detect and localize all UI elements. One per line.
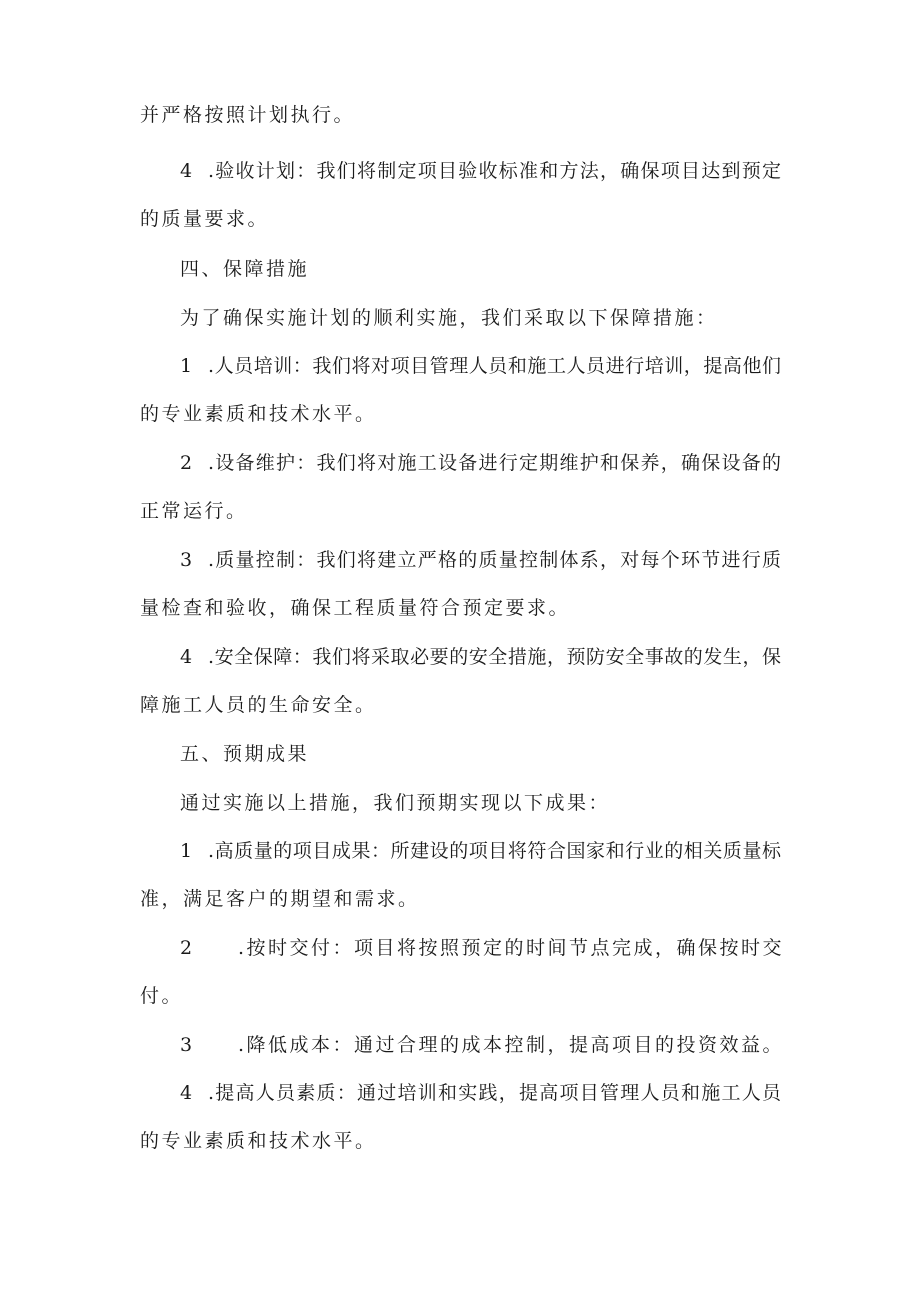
text-segment: .降低成本：通过合理的成本控制，提高项目的投资效益。 (238, 1034, 785, 1056)
list-item-high-quality-results (180, 838, 781, 864)
paragraph-line (140, 401, 377, 427)
list-number: 4 (180, 1082, 193, 1104)
paragraph-line (140, 498, 248, 524)
list-number: 1 (180, 840, 193, 862)
text-segment: 量检查和验收，确保工程质量符合预定要求。 (140, 597, 571, 619)
text-segment: 并严格按照计划执行。 (140, 104, 356, 126)
section-heading-expected-results (180, 741, 309, 767)
heading-text: 四、保障措施 (180, 258, 310, 280)
list-item-acceptance-plan (180, 158, 781, 184)
paragraph-line (140, 595, 570, 621)
text-segment: 准，满足客户的期望和需求。 (140, 888, 420, 910)
section-heading-safeguards (180, 256, 309, 282)
list-number: 3 (180, 1034, 193, 1056)
text-segment: .验收计划：我们将制定项目验收标准和方法，确保项目达到预定 (208, 160, 781, 182)
text-segment: 为了确保实施计划的顺利实施，我们采取以下保障措施： (180, 307, 718, 329)
list-item-on-time-delivery (180, 935, 784, 961)
paragraph-line (180, 790, 610, 816)
text-segment: 通过实施以上措施，我们预期实现以下成果： (180, 792, 611, 814)
text-segment: .安全保障：我们将采取必要的安全措施，预防安全事故的发生，保 (208, 646, 781, 668)
list-number: 4 (180, 646, 193, 668)
list-number: 2 (180, 452, 193, 474)
text-segment: 正常运行。 (140, 500, 248, 522)
text-segment: 障施工人员的生命安全。 (140, 694, 377, 716)
text-segment: 的质量要求。 (140, 208, 270, 230)
text-segment: .按时交付：项目将按照预定的时间节点完成，确保按时交 (238, 937, 785, 959)
paragraph-line (140, 206, 269, 232)
list-number: 4 (180, 160, 193, 182)
paragraph-line (140, 886, 420, 912)
paragraph-line (140, 1128, 377, 1154)
text-segment: .质量控制：我们将建立严格的质量控制体系，对每个环节进行质 (208, 549, 781, 571)
list-item-equipment-maintenance (180, 450, 781, 476)
list-item-cost-reduction (180, 1032, 784, 1058)
paragraph-line (140, 692, 377, 718)
text-segment: .高质量的项目成果：所建设的项目将符合国家和行业的相关质量标 (208, 840, 781, 862)
text-segment: .人员培训：我们将对项目管理人员和施工人员进行培训，提高他们 (208, 355, 781, 377)
text-segment: 的专业素质和技术水平。 (140, 1130, 377, 1152)
list-number: 3 (180, 549, 193, 571)
list-item-safety-assurance (180, 644, 781, 670)
list-item-staff-quality (180, 1080, 781, 1106)
text-segment: 付。 (140, 985, 184, 1007)
list-number: 1 (180, 355, 193, 377)
paragraph-line (140, 983, 183, 1009)
list-item-personnel-training (180, 353, 781, 379)
text-segment: 的专业素质和技术水平。 (140, 403, 377, 425)
paragraph-line (140, 102, 355, 128)
paragraph-line (180, 305, 718, 331)
list-item-quality-control (180, 547, 781, 573)
text-segment: .提高人员素质：通过培训和实践，提高项目管理人员和施工人员 (208, 1082, 781, 1104)
text-segment: .设备维护：我们将对施工设备进行定期维护和保养，确保设备的 (208, 452, 781, 474)
heading-text: 五、预期成果 (180, 743, 310, 765)
list-number: 2 (180, 937, 193, 959)
